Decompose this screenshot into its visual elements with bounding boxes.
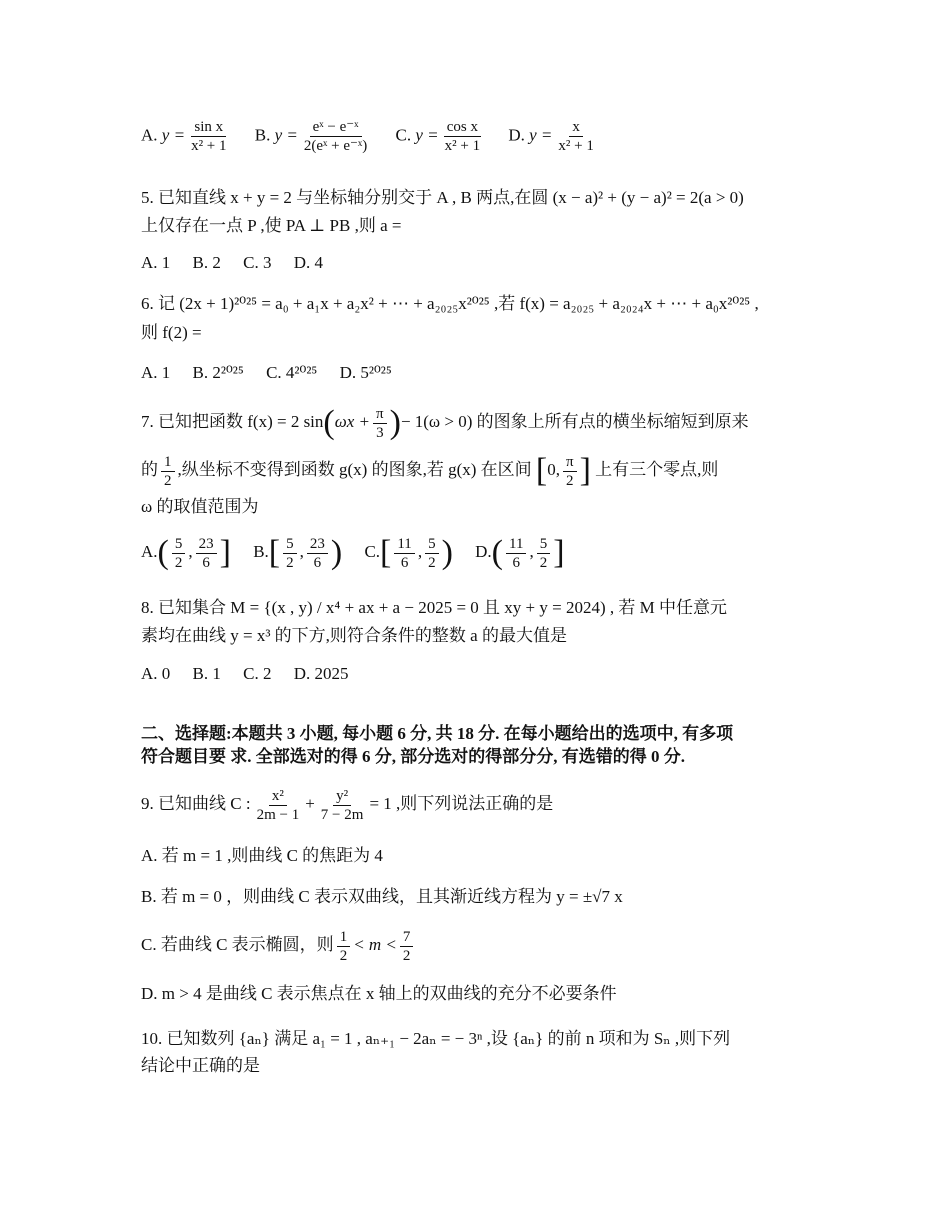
q6-stem-line1: 6. 记 (2x + 1)²⁰²⁵ = a₀ + a₁x + a₂x² + ⋯ + a₂₀₂₅x²⁰²⁵ ,若 f(x) = a₂₀₂₅ + a₂₀₂₄x + ⋯ + a₀x²⁰²⁵ , bbox=[141, 294, 759, 313]
q6-option-d: D. 5²⁰²⁵ bbox=[339, 363, 392, 382]
q7-option-a: A.( $\frac{5}{2}$ , $\frac{23}{6}$ ] bbox=[141, 534, 231, 572]
q8-stem-line1: 8. 已知集合 M = {(x , y) / x⁴ + ax + a − 2025 = 0 且 xy + y = 2024) , 若 M 中任意元 bbox=[141, 598, 727, 617]
fraction: $\frac{1}{2}$ bbox=[161, 453, 175, 490]
q6-option-c: C. 4²⁰²⁵ bbox=[266, 363, 318, 382]
q10-stem-line1: 10. 已知数列 {aₙ} 满足 a₁ = 1 , aₙ₊₁ − 2aₙ = − 3ⁿ ,设 {aₙ} 的前 n 项和为 Sₙ ,则下列 bbox=[141, 1029, 731, 1048]
fraction: $\frac{\text{sin x}}{\text{x² + 1}}$ bbox=[191, 119, 227, 154]
q7-stem-line1: 7. 已知把函数 f(x) = 2 sin(ωx + $\frac{\pi}{3}$ )− 1(ω > 0) 的图象上所有点的横坐标缩短到原来 bbox=[141, 404, 749, 442]
fraction: $\frac{\text{x²}}{2m - 1}$ bbox=[256, 787, 300, 823]
q9-option-c: C. 若曲线 C 表示椭圆，则 $\frac{1}{2}$ < m < $\frac{7}{2}$ bbox=[141, 925, 416, 965]
fraction: $\frac{23}{6}$ bbox=[196, 535, 217, 572]
section2-heading-line1: 二、选择题:本题共 3 小题, 每小题 6 分, 共 18 分. 在每小题给出的选项中, 有多项 bbox=[141, 724, 734, 743]
q9-option-b: B. 若 m = 0 ，则曲线 C 表示双曲线，且其渐近线方程为 y = ±√7 x bbox=[141, 887, 623, 906]
q5-option-d: D. 4 bbox=[293, 253, 323, 272]
q4-option-d: D. y = $\frac{x}{\text{x² + 1}}$ bbox=[508, 118, 600, 155]
q5-option-a: A. 1 bbox=[141, 253, 171, 272]
fraction: $\frac{\text{y²}}{7 - 2m}$ bbox=[320, 787, 364, 823]
q8-stem-line2: 素均在曲线 y = x³ 的下方,则符合条件的整数 a 的最大值是 bbox=[141, 626, 567, 645]
q5-options bbox=[141, 252, 341, 274]
section2-heading-line2: 符合题目要 求. 全部选对的得 6 分, 部分选对的得部分分, 有选错的得 0 分. bbox=[141, 747, 685, 766]
q9-option-a: A. 若 m = 1 ,则曲线 C 的焦距为 4 bbox=[141, 846, 383, 865]
q9-stem: 9. 已知曲线 C : $\frac{\text{x²}}{2m - 1}$ + $\frac{\text{y²}}{7 - 2m}$ = 1 ,则下列说法正确的是 bbox=[141, 787, 554, 823]
fraction: $\frac{11}{6}$ bbox=[506, 535, 526, 572]
q5-stem-line1: 5. 已知直线 x + y = 2 与坐标轴分别交于 A , B 两点,在圆 (x − a)² + (y − a)² = 2(a > 0) bbox=[141, 188, 744, 207]
q9-option-d: D. m > 4 是曲线 C 表示焦点在 x 轴上的双曲线的充分不必要条件 bbox=[141, 984, 617, 1003]
q4-options-row bbox=[141, 118, 618, 155]
q4-option-a: A. y = $\frac{\text{sin x}}{\text{x² + 1}}$ bbox=[141, 118, 233, 155]
fraction: $\frac{\text{eˣ − e⁻ˣ}}{\text{2(eˣ + e⁻ˣ)}}$ bbox=[303, 119, 368, 154]
q8-options bbox=[141, 663, 367, 685]
q8-option-a: A. 0 bbox=[141, 664, 171, 683]
q7-options bbox=[141, 530, 583, 574]
q10-stem-line2: 结论中正确的是 bbox=[141, 1056, 260, 1075]
fraction: $\frac{\text{cos x}}{\text{x² + 1}}$ bbox=[444, 119, 481, 154]
q4-option-b: B. y = $\frac{\text{eˣ − e⁻ˣ}}{\text{2(eˣ + e⁻ˣ)}}$ bbox=[255, 118, 373, 155]
fraction: $\frac{x}{\text{x² + 1}}$ bbox=[558, 119, 594, 154]
q6-option-b: B. 2²⁰²⁵ bbox=[192, 363, 244, 382]
q8-option-d: D. 2025 bbox=[293, 664, 349, 683]
q6-stem-line2: 则 f(2) = bbox=[141, 323, 202, 342]
fraction: $\frac{5}{2}$ bbox=[283, 535, 297, 572]
fraction: $\frac{1}{2}$ bbox=[337, 928, 351, 965]
q7-option-c: C.[ $\frac{11}{6}$ , $\frac{5}{2}$ ) bbox=[364, 534, 453, 572]
q7-stem-line3: ω 的取值范围为 bbox=[141, 497, 259, 516]
fraction: $\frac{5}{2}$ bbox=[425, 535, 439, 572]
q8-option-c: C. 2 bbox=[243, 664, 272, 683]
q4-option-c: C. y = $\frac{\text{cos x}}{\text{x² + 1}}$ bbox=[396, 118, 487, 155]
q8-option-b: B. 1 bbox=[192, 664, 221, 683]
fraction: $\frac{5}{2}$ bbox=[537, 535, 551, 572]
fraction: $\frac{11}{6}$ bbox=[394, 535, 414, 572]
q5-option-c: C. 3 bbox=[243, 253, 272, 272]
q7-option-d: D.( $\frac{11}{6}$ , $\frac{5}{2}$ ] bbox=[475, 534, 565, 572]
q5-stem-line2: 上仅存在一点 P ,使 PA ⊥ PB ,则 a = bbox=[141, 216, 402, 235]
fraction: $\frac{23}{6}$ bbox=[307, 535, 328, 572]
fraction: $\frac{7}{2}$ bbox=[400, 928, 414, 965]
q6-options bbox=[141, 362, 410, 384]
fraction: $\frac{\pi}{3}$ bbox=[373, 405, 387, 442]
q7-option-b: B.[ $\frac{5}{2}$ , $\frac{23}{6}$ ) bbox=[253, 534, 343, 572]
q7-stem-line2: 的 $\frac{1}{2}$ ,纵坐标不变得到函数 g(x) 的图象,若 g(x) 在区间 [0, $\frac{\pi}{2}$ ] 上有三个零点,则 bbox=[141, 452, 719, 490]
fraction: $\frac{5}{2}$ bbox=[172, 535, 186, 572]
q6-option-a: A. 1 bbox=[141, 363, 171, 382]
fraction: $\frac{\pi}{2}$ bbox=[563, 453, 577, 490]
q5-option-b: B. 2 bbox=[192, 253, 221, 272]
